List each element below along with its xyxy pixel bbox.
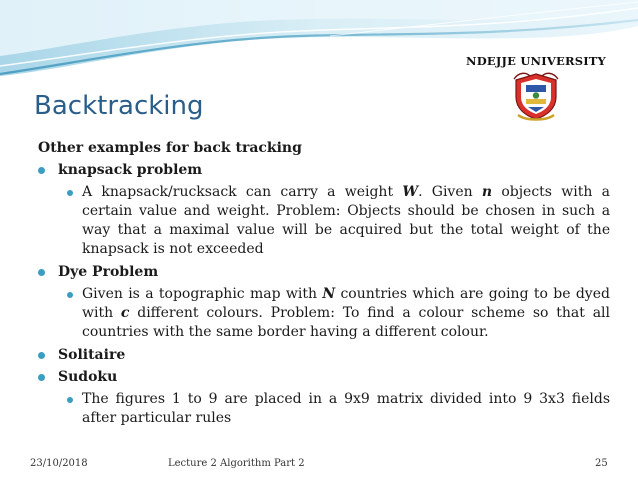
list-item-label: Sudoku	[58, 369, 118, 385]
section-heading: Other examples for back tracking	[38, 140, 302, 156]
list-item	[30, 263, 610, 282]
list-item	[30, 368, 610, 387]
bullet-icon	[67, 292, 73, 298]
university-logo	[462, 50, 610, 124]
bullet-icon	[67, 190, 73, 196]
slide-body	[30, 139, 610, 432]
bullet-icon	[38, 167, 45, 174]
sub-list-item-text: A knapsack/rucksack can carry a weight W. Given n objects with a certain value and weight. Problem: Objects should be chosen in such a way that a maximal value will be acquired but the total weight of the knapsack is not exceeded	[82, 184, 611, 257]
university-crest-icon	[512, 71, 560, 121]
sub-list-item	[30, 390, 610, 428]
sub-list-item	[30, 183, 610, 259]
page-number: 25	[595, 458, 608, 469]
list-item-label: Dye Problem	[58, 264, 159, 280]
list-item-label: Solitaire	[58, 347, 126, 363]
university-name: NDEJJE UNIVERSITY	[466, 54, 606, 68]
list-item	[30, 346, 610, 365]
bullet-icon	[38, 352, 45, 359]
footer-title: Lecture 2 Algorithm Part 2	[168, 458, 305, 469]
bullet-icon	[38, 374, 45, 381]
slide-title: Backtracking	[34, 91, 204, 121]
sub-list-item-text: The figures 1 to 9 are placed in a 9x9 matrix divided into 9 3x3 fields after particular rules	[82, 391, 610, 426]
sub-list-item-text: Given is a topographic map with N countries which are going to be dyed with c different colours. Problem: To find a colour scheme so that all countries with the same border having a different colour.	[82, 286, 611, 340]
sub-list-item	[30, 285, 610, 342]
list-item	[30, 161, 610, 180]
footer-date: 23/10/2018	[30, 458, 88, 469]
bullet-icon	[38, 269, 45, 276]
list-item-label: knapsack problem	[58, 162, 203, 178]
bullet-icon	[67, 397, 73, 403]
